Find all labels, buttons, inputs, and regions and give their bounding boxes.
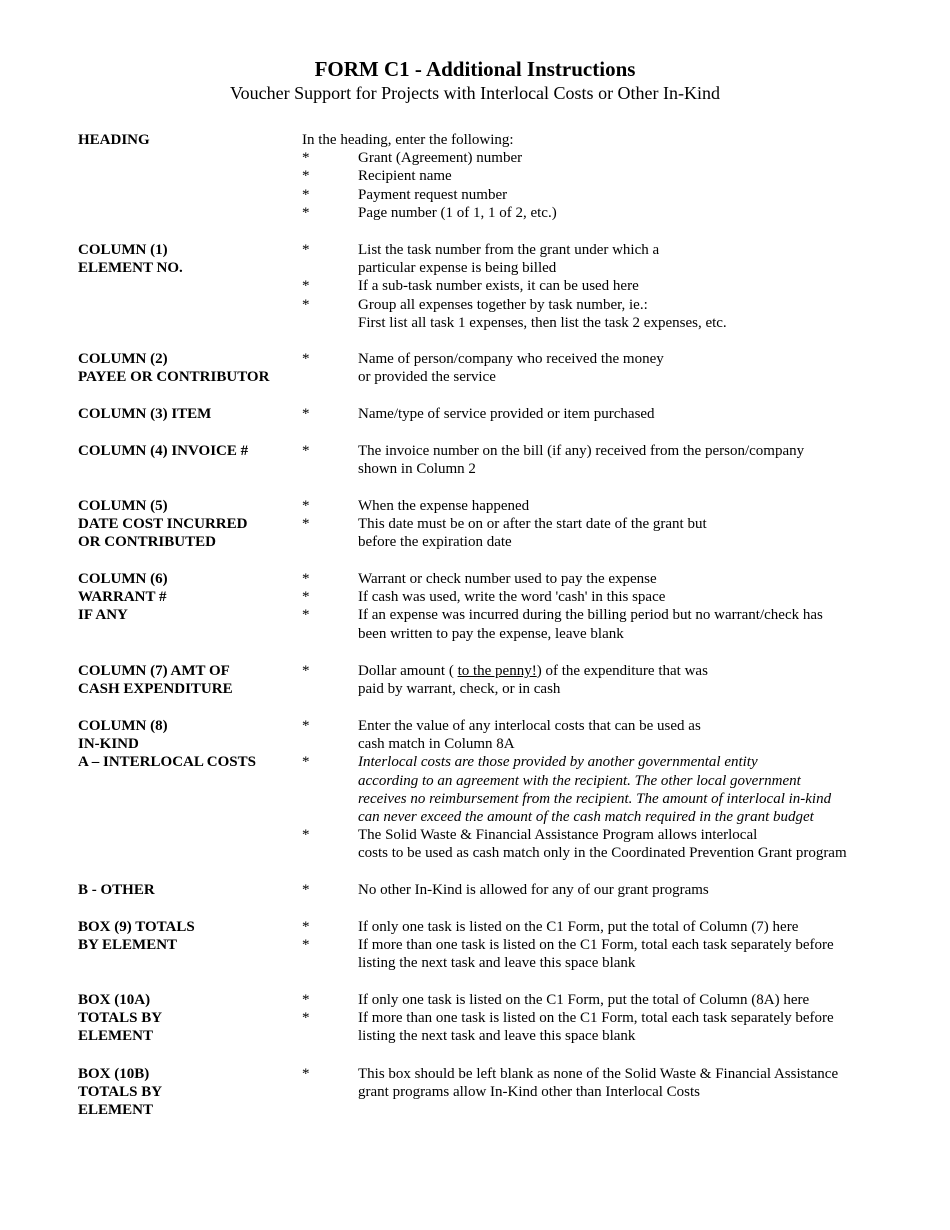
bullet: *	[302, 406, 310, 422]
item-line: The Solid Waste & Financial Assistance Program allows interlocal	[358, 827, 758, 844]
list-item	[302, 918, 902, 936]
item-text	[358, 497, 902, 515]
item-line: Payment request number	[358, 186, 508, 203]
list-item	[302, 350, 902, 386]
item-line: No other In-Kind is allowed for any of our grant programs	[358, 882, 709, 898]
item-text	[358, 662, 902, 698]
bullet: *	[302, 718, 310, 734]
section-label	[78, 881, 298, 899]
item-text	[358, 570, 902, 588]
item-line: Grant (Agreement) number	[358, 150, 523, 167]
section-label-line: OR CONTRIBUTED	[78, 534, 216, 551]
item-text	[358, 241, 902, 277]
item-text	[358, 606, 902, 642]
section-label	[78, 442, 298, 460]
section-label-line: COLUMN (1)	[78, 242, 168, 258]
item-text	[358, 936, 902, 972]
section-label-line: HEADING	[78, 132, 150, 148]
item-text	[358, 918, 902, 936]
item-line: Enter the value of any interlocal costs that can be used as	[358, 718, 701, 734]
item-line: paid by warrant, check, or in cash	[358, 681, 561, 698]
section-label-line: COLUMN (4) INVOICE #	[78, 443, 249, 459]
item-text	[358, 277, 902, 295]
section-label	[78, 1065, 298, 1120]
item-line: Group all expenses together by task number, ie.:	[358, 296, 648, 313]
item-line: If more than one task is listed on the C1 Form, total each task separately before	[358, 1010, 834, 1027]
bullet: *	[302, 589, 310, 606]
item-line: When the expense happened	[358, 498, 530, 514]
heading-intro: In the heading, enter the following:	[302, 132, 514, 148]
item-line: This date must be on or after the start date of the grant but	[358, 516, 707, 533]
item-line: This box should be left blank as none of the Solid Waste & Financial Assistance	[358, 1066, 839, 1082]
list-item	[302, 277, 902, 295]
section-label-line: PAYEE OR CONTRIBUTOR	[78, 369, 270, 386]
underlined-emphasis: to the penny!	[457, 663, 537, 679]
item-text	[358, 1009, 902, 1045]
item-text	[358, 405, 902, 423]
section-items	[302, 497, 902, 552]
bullet: *	[302, 516, 310, 533]
bullet: *	[302, 443, 310, 459]
bullet: *	[302, 571, 310, 587]
item-line: can never exceed the amount of the cash match required in the grant budget	[358, 809, 814, 826]
list-item	[302, 753, 902, 826]
bullet: *	[302, 278, 310, 295]
bullet: *	[302, 754, 310, 771]
section-label	[78, 131, 298, 149]
section-items	[302, 350, 902, 386]
item-line: listing the next task and leave this space blank	[358, 955, 636, 972]
bullet: *	[302, 150, 310, 167]
list-item	[302, 606, 902, 642]
section-items	[302, 442, 902, 478]
section-label-line: ELEMENT NO.	[78, 260, 183, 277]
item-line	[358, 662, 902, 680]
section-label-line: COLUMN (2)	[78, 351, 168, 367]
section-items	[302, 717, 902, 863]
item-line: List the task number from the grant under which a	[358, 242, 660, 258]
section-label-line: BOX (10B)	[78, 1066, 150, 1082]
section-label-line: TOTALS BY	[78, 1084, 163, 1101]
bullet: *	[302, 607, 310, 624]
section-label	[78, 662, 298, 698]
bullet: *	[302, 919, 310, 935]
list-item	[302, 497, 902, 515]
list-item	[302, 186, 902, 204]
bullet: *	[302, 168, 310, 185]
bullet: *	[302, 204, 310, 221]
item-line: costs to be used as cash match only in the Coordinated Prevention Grant program	[358, 845, 847, 862]
section-items	[302, 570, 902, 643]
item-text	[358, 753, 902, 826]
list-item	[302, 588, 902, 606]
section-items	[302, 881, 902, 899]
section-items	[302, 1065, 902, 1101]
section-items	[302, 918, 902, 973]
bullet: *	[302, 1066, 310, 1082]
bullet: *	[302, 186, 310, 203]
bullet: *	[302, 1010, 310, 1027]
section-label-line: COLUMN (6)	[78, 571, 168, 587]
list-item	[302, 405, 902, 423]
item-line: particular expense is being billed	[358, 260, 557, 277]
item-line: If more than one task is listed on the C1 Form, total each task separately before	[358, 937, 834, 954]
list-item	[302, 936, 902, 972]
section-label	[78, 241, 298, 277]
item-line: First list all task 1 expenses, then list the task 2 expenses, etc.	[358, 314, 727, 331]
section-label-line: IF ANY	[78, 607, 128, 624]
section-items	[302, 991, 902, 1046]
section-items	[302, 405, 902, 423]
section-label-line: DATE COST INCURRED	[78, 516, 248, 533]
section-label-line: BOX (10A)	[78, 992, 151, 1008]
section-items	[302, 131, 902, 222]
bullet: *	[302, 242, 310, 258]
list-item	[302, 167, 902, 185]
item-text	[358, 515, 902, 551]
item-line: If only one task is listed on the C1 Form, put the total of Column (7) here	[358, 919, 799, 935]
item-text	[358, 1065, 902, 1101]
section-label	[78, 350, 298, 386]
section-label-line: WARRANT #	[78, 589, 167, 606]
section-label-line: COLUMN (8)	[78, 718, 168, 734]
section-label-line: BOX (9) TOTALS	[78, 919, 195, 935]
item-line: Name of person/company who received the money	[358, 351, 664, 367]
item-line: Interlocal costs are those provided by another governmental entity	[358, 754, 758, 771]
item-line: If an expense was incurred during the billing period but no warrant/check has	[358, 607, 823, 624]
list-item	[302, 442, 902, 478]
item-line: Page number (1 of 1, 1 of 2, etc.)	[358, 204, 557, 221]
list-item	[302, 1065, 902, 1101]
page-subtitle: Voucher Support for Projects with Interlocal Costs or Other In-Kind	[229, 83, 721, 103]
list-item	[302, 1009, 902, 1045]
list-item	[302, 662, 902, 698]
section-label	[78, 570, 298, 625]
list-item	[302, 717, 902, 753]
section-items	[302, 662, 902, 698]
item-line: receives no reimbursement from the recipient. The amount of interlocal in-kind	[358, 790, 832, 807]
item-line: shown in Column 2	[358, 461, 476, 478]
item-line: according to an agreement with the recipient. The other local government	[358, 772, 801, 789]
item-line: been written to pay the expense, leave blank	[358, 625, 624, 642]
section-label-line: TOTALS BY	[78, 1010, 163, 1027]
item-line: before the expiration date	[358, 534, 512, 551]
item-line: If a sub-task number exists, it can be used here	[358, 278, 639, 295]
section-label-line: COLUMN (5)	[78, 498, 168, 514]
section-label	[78, 717, 298, 772]
section-label-line: A – INTERLOCAL COSTS	[78, 754, 256, 771]
bullet: *	[302, 992, 310, 1008]
page-title: FORM C1 - Additional Instructions	[314, 57, 636, 81]
section-label-line: COLUMN (7) AMT OF	[78, 663, 230, 679]
item-text	[358, 588, 902, 606]
section-label	[78, 991, 298, 1046]
bullet: *	[302, 498, 310, 514]
section-label	[78, 918, 298, 954]
list-item	[302, 204, 902, 222]
item-text	[358, 717, 902, 753]
section-label-line: IN-KIND	[78, 736, 139, 753]
item-line: Recipient name	[358, 168, 452, 185]
list-item	[302, 881, 902, 899]
section-label-line: B - OTHER	[78, 882, 155, 898]
section-label-line: ELEMENT	[78, 1028, 154, 1045]
list-item	[302, 826, 902, 862]
bullet: *	[302, 882, 310, 898]
section-label-line: CASH EXPENDITURE	[78, 681, 233, 698]
item-line: grant programs allow In-Kind other than Interlocal Costs	[358, 1084, 700, 1101]
item-text	[358, 881, 902, 899]
item-line: If cash was used, write the word 'cash' in this space	[358, 589, 666, 606]
bullet: *	[302, 827, 310, 844]
section-label	[78, 497, 298, 552]
item-text	[358, 826, 902, 862]
list-item	[302, 991, 902, 1009]
list-item	[302, 149, 902, 167]
section-label-line: COLUMN (3) ITEM	[78, 406, 212, 422]
item-line: listing the next task and leave this space blank	[358, 1028, 636, 1045]
list-item	[302, 570, 902, 588]
section-label-line: ELEMENT	[78, 1102, 154, 1119]
item-line: Name/type of service provided or item purchased	[358, 406, 655, 422]
bullet: *	[302, 937, 310, 954]
item-text-post: ) of the expenditure that was	[536, 663, 708, 679]
bullet: *	[302, 663, 310, 679]
bullet: *	[302, 296, 310, 313]
list-item	[302, 241, 902, 277]
bullet: *	[302, 351, 310, 367]
section-label-line: BY ELEMENT	[78, 937, 178, 954]
item-line: Warrant or check number used to pay the expense	[358, 571, 657, 587]
item-text-pre: Dollar amount (	[358, 663, 458, 679]
item-line: The invoice number on the bill (if any) received from the person/company	[358, 443, 805, 459]
item-text	[358, 442, 902, 478]
item-line: If only one task is listed on the C1 Form, put the total of Column (8A) here	[358, 992, 810, 1008]
item-line: cash match in Column 8A	[358, 736, 515, 753]
item-text	[358, 991, 902, 1009]
list-item	[302, 515, 902, 551]
list-item	[302, 296, 902, 332]
section-items	[302, 241, 902, 332]
section-label	[78, 405, 298, 423]
item-line: or provided the service	[358, 369, 496, 386]
item-text	[358, 296, 902, 332]
item-text	[358, 350, 902, 386]
